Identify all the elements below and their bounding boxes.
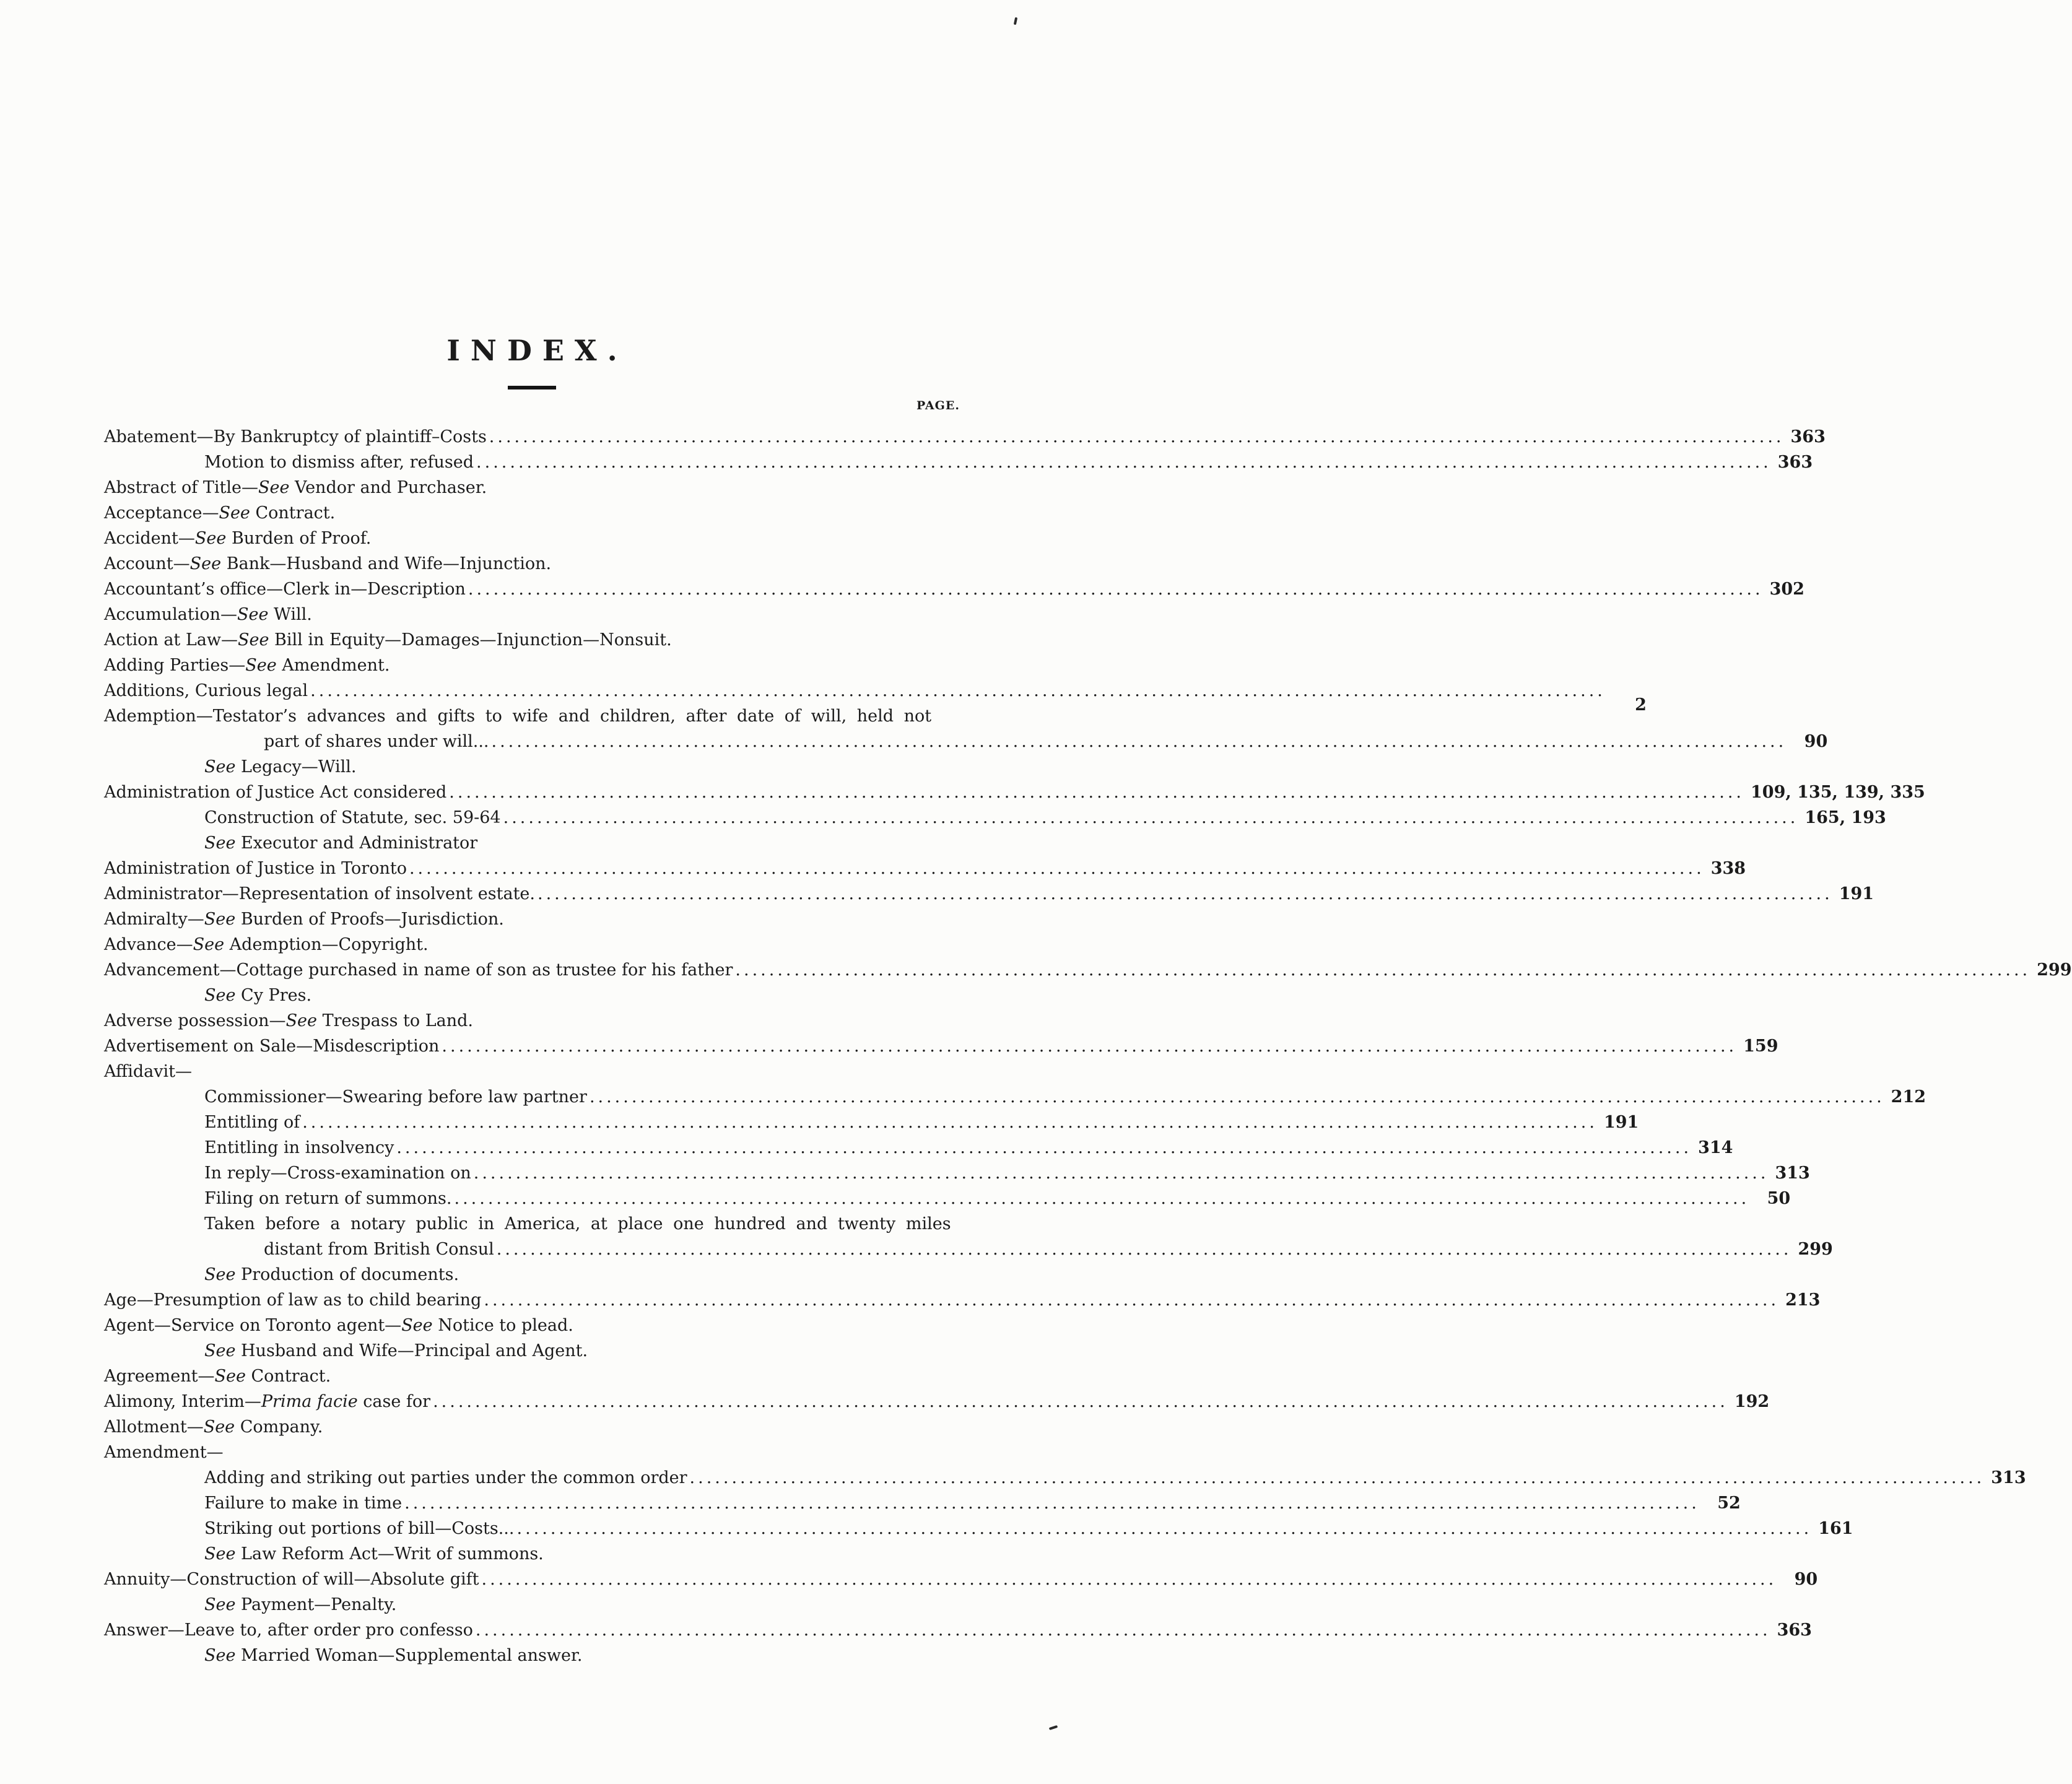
- entry-page-number: 109, 135, 139, 335: [1751, 782, 1925, 802]
- entry-text: [204, 1160, 471, 1186]
- entry-text-segment: Adverse possession—: [104, 1011, 286, 1030]
- index-entry: [104, 1262, 960, 1287]
- entry-text-segment: Accumulation—: [104, 604, 237, 624]
- index-entry: [104, 729, 1828, 754]
- entry-text: [104, 1059, 192, 1084]
- entry-text-italic-segment: See: [237, 604, 269, 624]
- entry-text-segment: Accountant’s office—Clerk in—Description: [104, 579, 466, 599]
- entry-page-number: 314: [1698, 1138, 1733, 1157]
- entry-text-segment: case for: [357, 1391, 431, 1411]
- entry-text: [264, 729, 489, 754]
- entry-page-number: 161: [1818, 1518, 1853, 1538]
- index-entry: [104, 1364, 960, 1389]
- entry-text-italic-segment: See: [285, 1011, 318, 1030]
- entry-text: [204, 1541, 544, 1567]
- index-entry: [104, 881, 1874, 907]
- entry-text: [104, 1313, 573, 1338]
- entry-text-segment: Annuity—Construction of will—Absolute gift: [104, 1569, 479, 1589]
- entry-text-segment: Administration of Justice in Toronto: [104, 858, 407, 878]
- entry-leader-dots: [474, 1160, 1769, 1186]
- index-entry: [104, 983, 960, 1008]
- entry-text-italic-segment: See: [214, 1366, 246, 1386]
- entry-text-segment: Legacy—Will.: [235, 757, 357, 777]
- entry-leader-dots: [442, 1033, 1737, 1059]
- entry-text: [204, 1186, 452, 1211]
- entry-text-segment: Alimony, Interim—: [104, 1391, 261, 1411]
- entry-text: [104, 1440, 224, 1465]
- entry-text-segment: Acceptance—: [104, 503, 219, 523]
- entry-page-number: 363: [1777, 1620, 1812, 1640]
- entry-text-segment: Bill in Equity—Damages—Injunction—Nonsuit.: [269, 630, 672, 650]
- page-column-label: PAGE.: [916, 398, 960, 412]
- entry-text: [104, 1287, 481, 1313]
- entry-text: [104, 780, 446, 805]
- entry-text-segment: Agent—Service on Toronto agent—: [104, 1315, 402, 1335]
- entry-text-segment: Ademption—Copyright.: [224, 934, 429, 954]
- entry-text: [104, 551, 551, 577]
- entry-leader-dots: [489, 424, 1785, 450]
- entry-text-segment: Filing on return of summons.: [204, 1188, 452, 1208]
- index-entry: [104, 780, 1925, 805]
- entry-page-number: 302: [1769, 579, 1804, 599]
- entry-text-segment: Commissioner—Swearing before law partner: [204, 1087, 587, 1107]
- index-list: [104, 424, 2072, 1668]
- entry-text: [104, 881, 535, 907]
- entry-text: [104, 475, 487, 500]
- entry-text: [104, 1414, 323, 1440]
- entry-text: [204, 1110, 300, 1135]
- entry-leader-dots: [492, 729, 1787, 754]
- index-entry: [104, 703, 960, 729]
- entry-text-segment: Advance—: [104, 934, 193, 954]
- entry-page-number: 191: [1603, 1112, 1639, 1132]
- entry-text-segment: Construction of Statute, sec. 59-64: [204, 807, 501, 827]
- entry-text-italic-segment: See: [401, 1315, 433, 1335]
- index-entry: [104, 957, 2072, 983]
- index-entry: [104, 1008, 960, 1033]
- index-entry: [104, 653, 960, 678]
- index-entry: [104, 1084, 1926, 1110]
- entry-text-segment: part of shares under will...: [264, 731, 489, 751]
- entry-text-segment: Contract.: [245, 1366, 331, 1386]
- entry-text: [104, 1008, 473, 1033]
- index-entry: [104, 856, 1746, 881]
- entry-text-segment: Action at Law—: [104, 630, 238, 650]
- entry-text-italic-segment: See: [204, 833, 236, 853]
- index-entry: [104, 805, 1886, 830]
- entry-page-number: 338: [1710, 858, 1746, 878]
- entry-text-segment: Additions, Curious legal: [104, 681, 308, 700]
- entry-text-segment: Law Reform Act—Writ of summons.: [235, 1544, 544, 1564]
- entry-page-number: 159: [1743, 1036, 1778, 1056]
- entry-text-italic-segment: See: [238, 630, 269, 650]
- index-entry: [104, 1059, 960, 1084]
- entry-text-italic-segment: See: [204, 1645, 236, 1665]
- index-entry: [104, 1490, 1741, 1516]
- entry-leader-dots: [481, 1567, 1777, 1592]
- entry-text: [264, 1237, 494, 1262]
- entry-text-segment: Account—: [104, 554, 190, 573]
- entry-text: [104, 932, 429, 957]
- entry-text: [204, 754, 356, 780]
- entry-leader-dots: [516, 1516, 1812, 1541]
- entry-text-segment: Advancement—Cottage purchased in name of son as trustee for his father: [104, 960, 733, 980]
- entry-text-italic-segment: See: [204, 985, 236, 1005]
- index-entry: [104, 1389, 1770, 1414]
- entry-text-segment: Cy Pres.: [235, 985, 312, 1005]
- entry-text: [104, 1617, 473, 1643]
- entry-text: [104, 1567, 479, 1592]
- entry-text-segment: Husband and Wife—Principal and Agent.: [235, 1341, 588, 1360]
- entry-text: [104, 703, 931, 729]
- entry-text-italic-segment: See: [193, 934, 225, 954]
- entry-text: [204, 1338, 588, 1364]
- index-entry: [104, 475, 960, 500]
- entry-text-italic-segment: See: [204, 757, 236, 777]
- entry-text-segment: Burden of Proof.: [226, 528, 372, 548]
- entry-page-number: 313: [1991, 1468, 2026, 1487]
- index-entry: [104, 1617, 1812, 1643]
- entry-text-italic-segment: Prima facie: [261, 1391, 358, 1411]
- index-entry: [104, 450, 1813, 475]
- entry-page-number: 90: [1804, 731, 1828, 751]
- entry-text-segment: Married Woman—Supplemental answer.: [235, 1645, 583, 1665]
- entry-text-segment: Agreement—: [104, 1366, 215, 1386]
- entry-text-italic-segment: See: [194, 528, 227, 548]
- entry-text-segment: Taken before a notary public in America, at place one hundred and twenty miles: [204, 1214, 951, 1234]
- index-entry: [104, 1338, 960, 1364]
- entry-text-segment: Failure to make in time: [204, 1493, 403, 1513]
- entry-leader-dots: [449, 780, 1744, 805]
- entry-text-segment: Ademption—Testator’s advances and gifts to wife and children, after date of will, held not: [104, 706, 932, 726]
- entry-text: [204, 983, 311, 1008]
- entry-text-segment: Abstract of Title—: [104, 477, 258, 497]
- entry-page-number: 90: [1794, 1569, 1818, 1589]
- index-entry: [104, 500, 960, 526]
- entry-text-segment: Motion to dismiss after, refused: [204, 452, 474, 472]
- index-entry: [104, 830, 960, 856]
- entry-text: [104, 500, 335, 526]
- entry-text-segment: Entitling in insolvency: [204, 1138, 394, 1157]
- entry-text-segment: Production of documents.: [235, 1264, 459, 1284]
- entry-leader-dots: [476, 450, 1772, 475]
- entry-page-number: 165, 193: [1804, 807, 1886, 827]
- entry-leader-dots: [538, 881, 1833, 907]
- entry-page-number: 363: [1790, 427, 1826, 446]
- entry-text: [104, 678, 308, 703]
- entry-text-segment: Vendor and Purchaser.: [289, 477, 487, 497]
- entry-text-italic-segment: See: [219, 503, 250, 523]
- index-entry: [104, 1313, 960, 1338]
- entry-leader-dots: [497, 1237, 1792, 1262]
- entry-text: [104, 856, 407, 881]
- index-entry: [104, 1440, 960, 1465]
- index-entry: [104, 907, 960, 932]
- entry-text: [204, 1516, 514, 1541]
- entry-text-segment: Striking out portions of bill—Costs...: [204, 1518, 515, 1538]
- entry-text-segment: Allotment—: [104, 1417, 204, 1437]
- entry-text: [204, 1643, 583, 1668]
- entry-leader-dots: [404, 1490, 1700, 1516]
- entry-text-segment: Answer—Leave to, after order pro confesso: [104, 1620, 473, 1640]
- index-entry: [104, 1110, 1639, 1135]
- entry-text: [204, 1490, 402, 1516]
- entry-leader-dots: [690, 1465, 1985, 1490]
- entry-text: [204, 830, 477, 856]
- entry-text-segment: Executor and Administrator: [235, 833, 478, 853]
- entry-page-number: 299: [2037, 960, 2072, 980]
- index-entry: [104, 1465, 2026, 1490]
- entry-text-segment: Burden of Proofs—Jurisdiction.: [235, 909, 504, 929]
- entry-leader-dots: [590, 1084, 1885, 1110]
- entry-text: [204, 1211, 951, 1237]
- index-entry: [104, 932, 960, 957]
- index-entry: [104, 1160, 1810, 1186]
- entry-text: [104, 1364, 331, 1389]
- entry-text-segment: Amendment—: [104, 1442, 224, 1462]
- entry-text: [104, 627, 672, 653]
- entry-text-segment: Advertisement on Sale—Misdescription: [104, 1036, 440, 1056]
- entry-leader-dots: [503, 805, 1799, 830]
- index-entry: [104, 1541, 960, 1567]
- entry-leader-dots: [468, 577, 1764, 602]
- entry-text-segment: Amendment.: [276, 655, 390, 675]
- entry-leader-dots: [310, 678, 1606, 703]
- entry-leader-dots: [409, 856, 1705, 881]
- entry-text: [204, 805, 501, 830]
- entry-text-segment: Trespass to Land.: [317, 1011, 474, 1030]
- entry-text-italic-segment: See: [204, 1264, 236, 1284]
- index-entry: [104, 1567, 1818, 1592]
- entry-text: [104, 957, 733, 983]
- index-entry: [104, 678, 1647, 715]
- entry-text: [104, 602, 312, 627]
- index-entry: [104, 1237, 1833, 1262]
- entry-text: [104, 1389, 430, 1414]
- entry-text-italic-segment: See: [189, 554, 222, 573]
- page-content: [104, 0, 2072, 1668]
- entry-text-italic-segment: See: [204, 1595, 236, 1614]
- entry-text-segment: Accident—: [104, 528, 195, 548]
- entry-text: [104, 577, 466, 602]
- entry-page-number: 52: [1717, 1493, 1741, 1513]
- entry-text-italic-segment: See: [204, 909, 236, 929]
- index-entry: [104, 1414, 960, 1440]
- entry-text-segment: Payment—Penalty.: [235, 1595, 397, 1614]
- entry-text-segment: Age—Presumption of law as to child bearing: [104, 1290, 482, 1310]
- index-entry: [104, 551, 960, 577]
- entry-page-number: 299: [1798, 1239, 1833, 1259]
- index-entry: [104, 1643, 960, 1668]
- index-entry: [104, 1516, 1853, 1541]
- entry-page-number: 2: [1635, 695, 1647, 715]
- entry-text: [104, 653, 390, 678]
- entry-text-italic-segment: See: [203, 1417, 235, 1437]
- index-entry: [104, 424, 1826, 450]
- entry-text-segment: Contract.: [250, 503, 336, 523]
- entry-text-segment: Affidavit—: [104, 1061, 192, 1081]
- entry-text-italic-segment: See: [204, 1341, 236, 1360]
- index-title: INDEX.: [446, 334, 628, 367]
- entry-text-italic-segment: See: [245, 655, 277, 675]
- entry-text-segment: Administration of Justice Act considered: [104, 782, 447, 802]
- entry-text: [204, 1465, 687, 1490]
- entry-page-number: 213: [1785, 1290, 1821, 1310]
- entry-text: [204, 1135, 394, 1160]
- entry-page-number: 363: [1777, 452, 1813, 472]
- entry-text-segment: Abatement—By Bankruptcy of plaintiff–Costs: [104, 427, 487, 446]
- entry-leader-dots: [433, 1389, 1728, 1414]
- entry-text: [204, 1084, 587, 1110]
- scan-speck-bottom: [1049, 1725, 1058, 1730]
- index-entry: [104, 1592, 960, 1617]
- entry-page-number: 192: [1734, 1391, 1770, 1411]
- entry-page-number: 313: [1775, 1163, 1810, 1183]
- entry-leader-dots: [484, 1287, 1779, 1313]
- index-entry: [104, 627, 960, 653]
- index-entry: [104, 526, 960, 551]
- entry-text: [104, 424, 487, 450]
- entry-text: [204, 1262, 459, 1287]
- index-entry: [104, 1287, 1821, 1313]
- entry-text-segment: Entitling of: [204, 1112, 300, 1132]
- entry-text-segment: In reply—Cross-examination on: [204, 1163, 471, 1183]
- entry-page-number: 191: [1839, 884, 1874, 903]
- entry-text-italic-segment: See: [204, 1544, 236, 1564]
- entry-leader-dots: [396, 1135, 1692, 1160]
- title-divider-rule: [508, 386, 556, 389]
- index-entry: [104, 1033, 1778, 1059]
- entry-leader-dots: [476, 1617, 1771, 1643]
- entry-text-segment: Bank—Husband and Wife—Injunction.: [221, 554, 552, 573]
- entry-text-segment: Company.: [235, 1417, 323, 1437]
- entry-page-number: 212: [1891, 1087, 1926, 1107]
- entry-text: [204, 450, 474, 475]
- entry-text-segment: Adding and striking out parties under the common order: [204, 1468, 687, 1487]
- index-entry: [104, 1135, 1733, 1160]
- entry-text-segment: Administrator—Representation of insolvent estate.: [104, 884, 535, 903]
- entry-text-segment: Notice to plead.: [432, 1315, 573, 1335]
- index-entry: [104, 602, 960, 627]
- entry-text: [104, 526, 371, 551]
- index-entry: [104, 577, 1804, 602]
- entry-page-number: 50: [1767, 1188, 1791, 1208]
- entry-text-segment: Admiralty—: [104, 909, 204, 929]
- scan-speck-top: [1014, 17, 1017, 25]
- entry-text: [104, 907, 504, 932]
- index-entry: [104, 1186, 1791, 1211]
- entry-text: [204, 1592, 396, 1617]
- entry-text-segment: Adding Parties—: [104, 655, 246, 675]
- entry-text-segment: distant from British Consul: [264, 1239, 494, 1259]
- entry-text: [104, 1033, 439, 1059]
- index-entry: [104, 754, 960, 780]
- entry-leader-dots: [735, 957, 2031, 983]
- entry-text-italic-segment: See: [258, 477, 290, 497]
- index-entry: [104, 1211, 960, 1237]
- entry-leader-dots: [455, 1186, 1750, 1211]
- entry-text-segment: Will.: [268, 604, 312, 624]
- entry-leader-dots: [302, 1110, 1598, 1135]
